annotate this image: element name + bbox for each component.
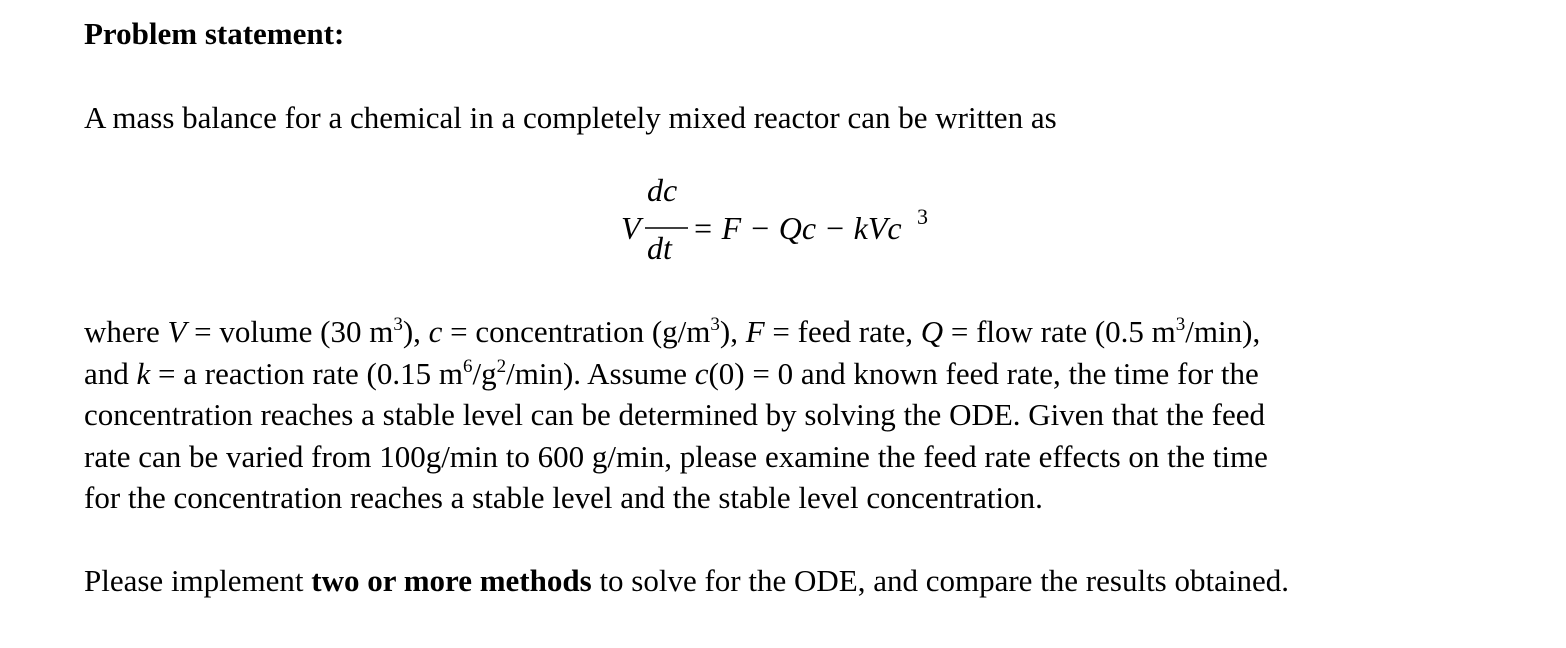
text-run: = feed rate, [764, 314, 921, 349]
text-run: /min). Assume [506, 355, 695, 391]
text-run: to solve for the ODE, and compare the results obtained. [591, 563, 1289, 598]
text-run: = concentration (g/m [442, 314, 711, 349]
emphasis-text: two or more methods [311, 563, 592, 598]
equation-rhs: = F − Qc − kVc [692, 210, 902, 246]
superscript: 3 [393, 314, 403, 335]
description-line-1 [84, 311, 1504, 353]
text-run: (0) = 0 and known feed rate, the time for the [708, 355, 1259, 391]
superscript: 3 [1175, 314, 1186, 335]
var-c: c [428, 314, 443, 349]
equation-numerator: dc [647, 172, 678, 208]
description-line-5: for the concentration reaches a stable level and the stable level concentration. [84, 480, 1043, 515]
mass-balance-equation [0, 0, 1566, 300]
equation-rhs-exponent: 3 [917, 204, 928, 229]
text-run: = volume (30 m [186, 314, 394, 349]
text-run: and [84, 355, 137, 391]
var-Q: Q [920, 314, 944, 349]
description-paragraph [84, 311, 1504, 519]
intro-text: A mass balance for a chemical in a completely mixed reactor can be written as [84, 100, 1057, 135]
var-k: k [136, 355, 151, 391]
description-line-3: concentration reaches a stable level can be determined by solving the ODE. Given that the feed [84, 397, 1265, 432]
superscript: 2 [496, 355, 507, 377]
text-run: /g [472, 355, 497, 391]
equation-lhs-var: V [621, 210, 641, 246]
var-F: F [745, 314, 765, 349]
superscript: 3 [710, 314, 720, 335]
superscript: 6 [463, 355, 473, 377]
text-run: Please implement [84, 563, 312, 598]
text-run: = a reaction rate (0.15 m [150, 355, 463, 391]
text-run: ), [402, 314, 429, 349]
closing-instruction [84, 561, 1289, 601]
text-run: ), [719, 314, 746, 349]
equation-denominator: dt [647, 230, 672, 266]
problem-heading: Problem statement: [84, 16, 345, 51]
text-run: = flow rate (0.5 m [943, 314, 1176, 349]
var-c: c [694, 355, 709, 391]
description-line-2 [84, 353, 1504, 395]
var-V: V [167, 314, 187, 349]
description-line-4: rate can be varied from 100g/min to 600 g/min, please examine the feed rate effects on the time [84, 438, 1268, 474]
text-run: where [84, 314, 168, 349]
text-run: /min), [1185, 314, 1261, 349]
